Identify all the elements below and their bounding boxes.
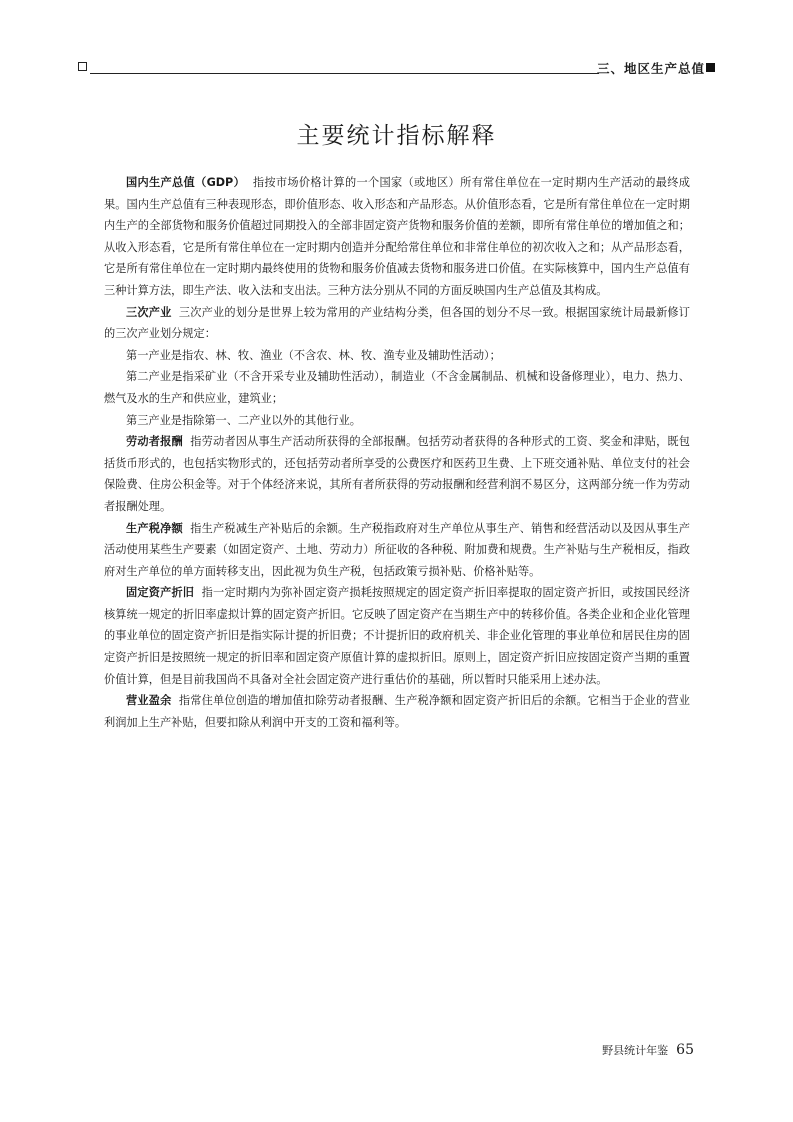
definition-secondary: 第二产业是指采矿业（不含开采专业及辅助性活动），制造业（不含金属制品、机械和设备修理业），电力、热力、燃气及水的生产和供应业，建筑业； (104, 370, 690, 405)
definition-depreciation: 指一定时期内为弥补固定资产损耗按照规定的固定资产折旧率提取的固定资产折旧，或按国民经济核算统一规定的折旧率虚拟计算的固定资产折旧。它反映了固定资产在当期生产中的转移价值。各类企业和企业化管理的事业单位的固定资产折旧是指实际计提的折旧费；不计提折旧的政府机关、非企业化管理的事业单位和居民住房的固定资产折旧是按照统一规定的折旧率和固定资产原值计算的虚拟折旧。原则上，固定资产折旧应按固定资产当期的重置价值计算，但是目前我国尚不具备对全社会固定资产进行重估价的基础，所以暂时只能采用上述办法。 (104, 586, 690, 686)
header-box-icon (78, 62, 87, 71)
definition-operating-surplus: 指常住单位创造的增加值扣除劳动者报酬、生产税净额和固定资产折旧后的余额。它相当于企业的营业利润加上生产补贴，但要扣除从利润中开支的工资和福利等。 (104, 694, 690, 729)
header-rule (90, 73, 599, 74)
paragraph-primary (104, 345, 690, 367)
definition-three-industries: 三次产业的划分是世界上较为常用的产业结构分类，但各国的划分不尽一致。根据国家统计局最新修订的三次产业划分规定： (104, 305, 690, 341)
definition-net-tax: 指生产税减生产补贴后的余额。生产税指政府对生产单位从事生产、销售和经营活动以及因从事生产活动使用某些生产要素（如固定资产、土地、劳动力）所征收的各种税、附加费和规费。生产补贴与生产税相反，指政府对生产单位的单方面转移支出，因此视为负生产税，包括政策亏损补贴、价格补贴等。 (104, 521, 690, 578)
paragraph-tertiary (104, 410, 690, 432)
definition-primary: 第一产业是指农、林、牧、渔业（不含农、林、牧、渔专业及辅助性活动）； (126, 348, 501, 362)
paragraph-compensation (104, 431, 690, 517)
paragraph-operating-surplus (104, 690, 690, 733)
definition-compensation: 指劳动者因从事生产活动所获得的全部报酬。包括劳动者获得的各种形式的工资、奖金和津贴，既包括货币形式的，也包括实物形式的，还包括劳动者所享受的公费医疗和医药卫生费、上下班交通补贴、单位支付的社会保险费、住房公积金等。对于个体经济来说，其所有者所获得的劳动报酬和经营利润不易区分，这两部分统一作为劳动者报酬处理。 (104, 435, 690, 513)
paragraph-net-tax (104, 518, 690, 583)
page-footer (602, 1042, 694, 1058)
term-gdp: 国内生产总值（GDP） (126, 176, 246, 189)
definition-gdp: 指按市场价格计算的一个国家（或地区）所有常住单位在一定时期内生产活动的最终成果。国内生产总值有三种表现形态，即价值形态、收入形态和产品形态。从价值形态看，它是所有常住单位在一定时期内生产的全部货物和服务价值超过同期投入的全部非固定资产货物和服务价值的差额，即所有常住单位的增加值之和；从收入形态看，它是所有常住单位在一定时期内创造并分配给常住单位和非常住单位的初次收入之和；从产品形态看，它是所有常住单位在一定时期内最终使用的货物和服务价值减去货物和服务进口价值。在实际核算中，国内生产总值有三种计算方法，即生产法、收入法和支出法。三种方法分别从不同的方面反映国内生产总值及其构成。 (104, 176, 690, 297)
running-header (78, 58, 715, 80)
paragraph-gdp (104, 172, 690, 302)
paragraph-depreciation (104, 582, 690, 690)
header-square-icon (706, 63, 715, 72)
term-three-industries: 三次产业 (126, 305, 172, 319)
paragraph-three-industries (104, 302, 690, 345)
term-depreciation: 固定资产折旧 (126, 586, 195, 600)
term-operating-surplus: 营业盈余 (126, 694, 172, 708)
page-number: 65 (676, 1042, 694, 1058)
section-title: 三、地区生产总值 (596, 61, 705, 76)
term-compensation: 劳动者报酬 (126, 435, 183, 449)
term-net-tax: 生产税净额 (126, 521, 183, 535)
book-title: 野县统计年鉴 (602, 1044, 669, 1057)
definition-tertiary: 第三产业是指除第一、二产业以外的其他行业。 (126, 413, 361, 427)
paragraph-secondary (104, 366, 690, 409)
body-text (104, 172, 690, 733)
page-title: 主要统计指标解释 (296, 123, 497, 149)
